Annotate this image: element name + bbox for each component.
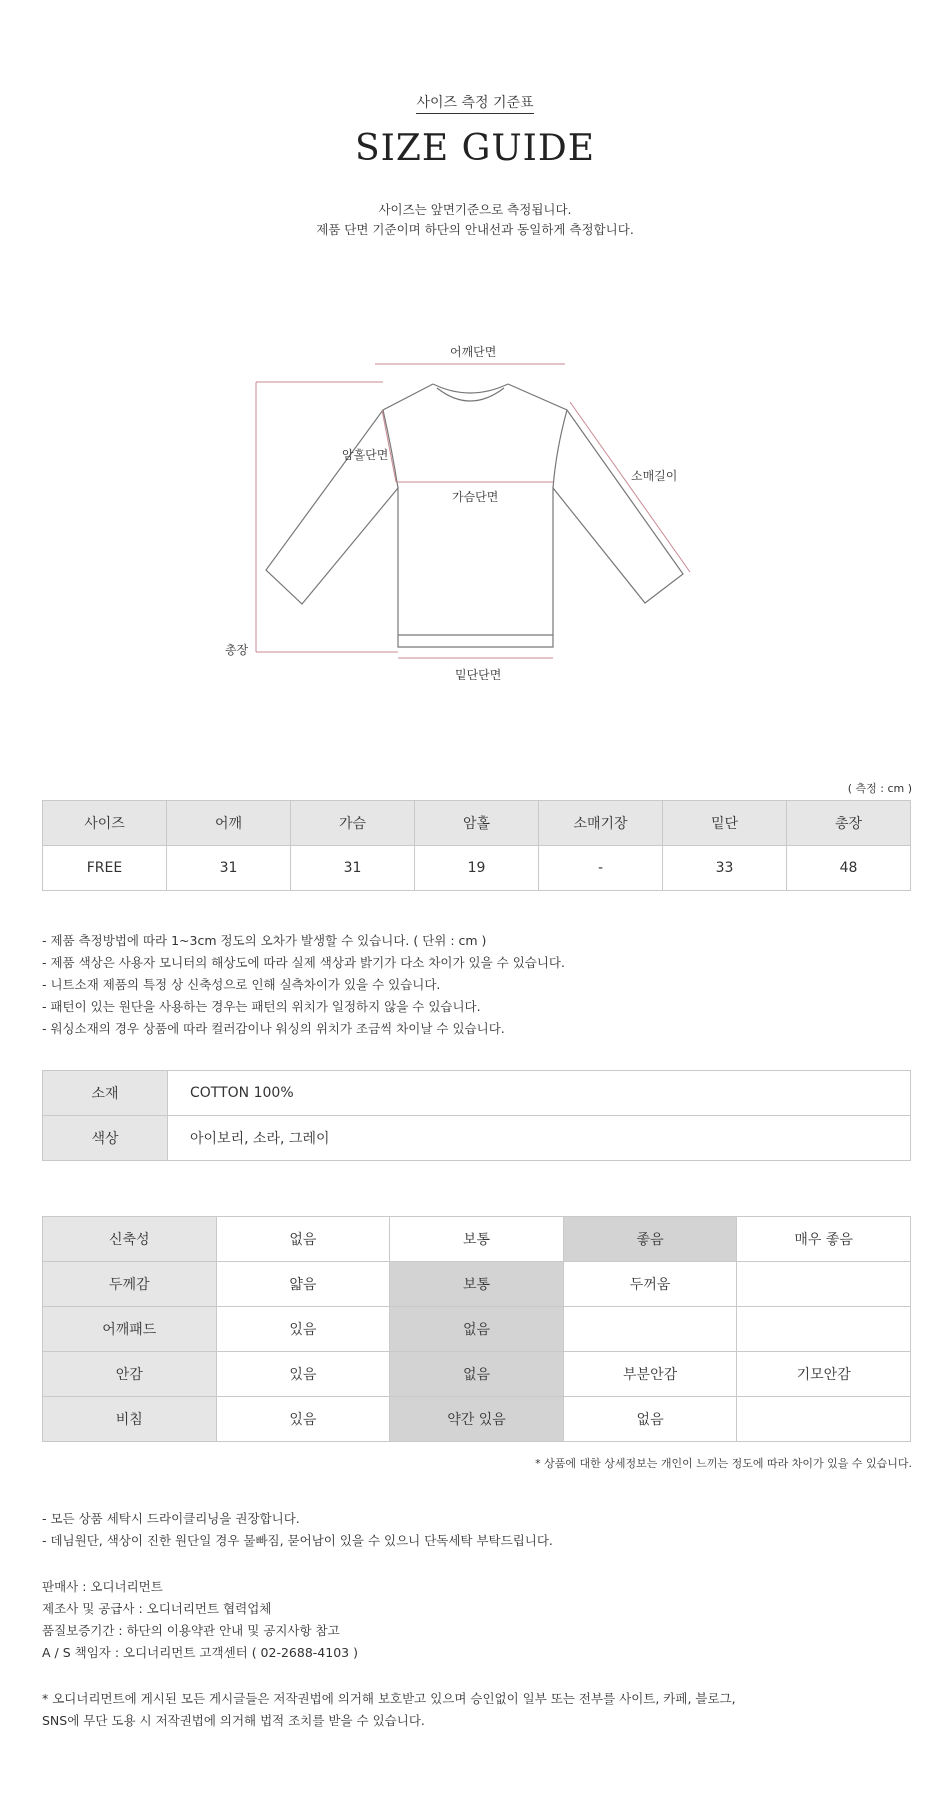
feature-cell-selected: 약간 있음	[390, 1397, 564, 1442]
feature-cell: 부분안감	[563, 1352, 737, 1397]
page-subtitle: 사이즈 측정 기준표	[0, 92, 950, 112]
feature-cell: 없음	[563, 1397, 737, 1442]
measurement-lines	[256, 364, 690, 658]
sleeve-label: 소매길이	[631, 469, 678, 483]
feature-label: 신축성	[43, 1217, 217, 1262]
table-row	[43, 1262, 911, 1307]
hem-label: 밑단단면	[455, 668, 502, 682]
feature-cell: 매우 좋음	[737, 1217, 911, 1262]
feature-label: 비침	[43, 1397, 217, 1442]
table-row	[43, 1071, 911, 1116]
note-line: - 데님원단, 색상이 진한 원단일 경우 물빠짐, 묻어남이 있을 수 있으니 단독세탁 부탁드립니다.	[42, 1533, 553, 1548]
sweater-outline-icon	[266, 384, 683, 647]
feature-cell	[737, 1397, 911, 1442]
feature-cell	[737, 1262, 911, 1307]
table-cell: 48	[787, 846, 911, 891]
feature-cell: 얇음	[216, 1262, 390, 1307]
feature-cell-selected: 없음	[390, 1352, 564, 1397]
feature-cell: 없음	[216, 1217, 390, 1262]
header-cell: 소매기장	[539, 801, 663, 846]
seller-line: 판매사 : 오디너리먼트	[42, 1579, 163, 1594]
page-title: SIZE GUIDE	[354, 128, 596, 169]
feature-cell: 있음	[216, 1307, 390, 1352]
copyright-notice	[42, 1688, 736, 1732]
seller-line: 품질보증기간 : 하단의 이용약관 안내 및 공지사항 참고	[42, 1623, 340, 1638]
table-cell: 19	[415, 846, 539, 891]
table-cell: FREE	[43, 846, 167, 891]
size-description-2: 제품 단면 기준이며 하단의 안내선과 동일하게 측정합니다.	[316, 222, 634, 237]
measurement-notes	[42, 930, 565, 1040]
note-line: - 제품 색상은 사용자 모니터의 해상도에 따라 실제 색상과 밝기가 다소 차이가 있을 수 있습니다.	[42, 955, 565, 970]
seller-line: A / S 책임자 : 오디너리먼트 고객센터 ( 02-2688-4103 )	[42, 1645, 358, 1660]
features-table	[42, 1216, 911, 1442]
header-cell: 밑단	[663, 801, 787, 846]
size-table	[42, 800, 911, 891]
color-value: 아이보리, 소라, 그레이	[168, 1116, 911, 1161]
table-row	[43, 1217, 911, 1262]
chest-label: 가슴단면	[452, 490, 499, 504]
feature-label: 두께감	[43, 1262, 217, 1307]
table-row	[43, 1307, 911, 1352]
copyright-line: * 오디너리먼트에 게시된 모든 게시글들은 저작권법에 의거해 보호받고 있으며 승인없이 일부 또는 전부를 사이트, 카페, 블로그,	[42, 1691, 736, 1706]
table-row	[43, 1352, 911, 1397]
material-value: COTTON 100%	[168, 1071, 911, 1116]
material-label: 소재	[43, 1071, 168, 1116]
table-cell: -	[539, 846, 663, 891]
unit-label: ( 측정 : cm )	[847, 782, 912, 795]
color-label: 색상	[43, 1116, 168, 1161]
size-description-1: 사이즈는 앞면기준으로 측정됩니다.	[378, 202, 572, 217]
note-line: - 모든 상품 세탁시 드라이클리닝을 권장합니다.	[42, 1511, 300, 1526]
feature-cell-selected: 없음	[390, 1307, 564, 1352]
features-note: * 상품에 대한 상세정보는 개인이 느끼는 정도에 따라 차이가 있을 수 있습니다.	[535, 1457, 912, 1470]
table-row	[43, 1116, 911, 1161]
table-cell: 31	[167, 846, 291, 891]
sleeve-line	[570, 402, 690, 572]
feature-cell: 있음	[216, 1397, 390, 1442]
seller-line: 제조사 및 공급사 : 오디너리먼트 협력업체	[42, 1601, 272, 1616]
note-line: - 워싱소재의 경우 상품에 따라 컬러감이나 워싱의 위치가 조금씩 차이날 수 있습니다.	[42, 1021, 505, 1036]
header-cell: 가슴	[291, 801, 415, 846]
table-cell: 33	[663, 846, 787, 891]
size-table-header	[43, 801, 911, 846]
length-label: 총장	[225, 643, 249, 657]
feature-cell	[737, 1307, 911, 1352]
feature-cell: 두꺼움	[563, 1262, 737, 1307]
feature-cell	[563, 1307, 737, 1352]
feature-label: 어깨패드	[43, 1307, 217, 1352]
feature-cell: 보통	[390, 1217, 564, 1262]
armhole-label: 암홀단면	[342, 448, 389, 462]
header-cell: 사이즈	[43, 801, 167, 846]
header-cell: 총장	[787, 801, 911, 846]
feature-cell: 기모안감	[737, 1352, 911, 1397]
copyright-line: SNS에 무단 도용 시 저작권법에 의거해 법적 조치를 받을 수 있습니다.	[42, 1713, 425, 1728]
table-row	[43, 846, 911, 891]
feature-cell-selected: 좋음	[563, 1217, 737, 1262]
note-line: - 제품 측정방법에 따라 1~3cm 정도의 오차가 발생할 수 있습니다. ( 단위 : cm )	[42, 933, 487, 948]
header-cell: 암홀	[415, 801, 539, 846]
care-notes	[42, 1508, 553, 1552]
feature-cell: 있음	[216, 1352, 390, 1397]
feature-label: 안감	[43, 1352, 217, 1397]
note-line: - 패턴이 있는 원단을 사용하는 경우는 패턴의 위치가 일정하지 않을 수 있습니다.	[42, 999, 481, 1014]
header-cell: 어깨	[167, 801, 291, 846]
seller-info	[42, 1576, 358, 1664]
size-diagram	[0, 330, 950, 690]
table-row	[43, 1397, 911, 1442]
shoulder-label: 어깨단면	[450, 345, 497, 359]
table-cell: 31	[291, 846, 415, 891]
note-line: - 니트소재 제품의 특정 상 신축성으로 인해 실측차이가 있을 수 있습니다.	[42, 977, 441, 992]
material-table	[42, 1070, 911, 1161]
feature-cell-selected: 보통	[390, 1262, 564, 1307]
